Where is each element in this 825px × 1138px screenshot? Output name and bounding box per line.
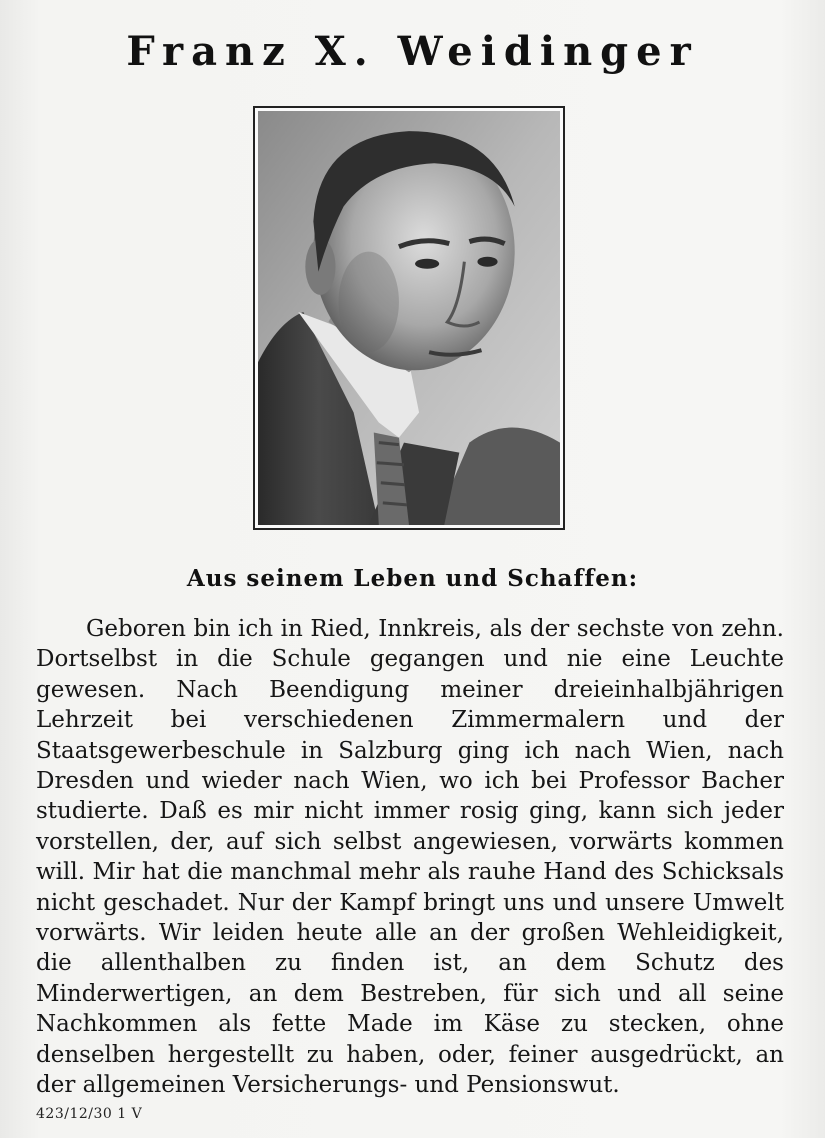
page-title: Franz X. Weidinger bbox=[126, 28, 699, 75]
biography-text: Geboren bin ich in Ried, Innkreis, als der sechste von zehn. Dortselbst in die Schule gegangen und nie eine Leuchte gewesen. Nach Beendigung meiner dreieinhalbjährigen Lehrzeit bei verschiedenen Zimmermalern und der Staatsgewerbeschule in Salzburg ging ich nach Wien, nach Dresden und wieder nach Wien, wo ich bei Professor Bacher studierte. Daß es mir nicht immer rosig ging, kann sich jeder vorstellen, der, auf sich selbst angewiesen, vorwärts kommen will. Mir hat die manchmal mehr als rauhe Hand des Schicksals nicht geschadet. Nur der Kampf bringt uns und unsere Umwelt vorwärts. Wir leiden heute alle an der großen Wehleidigkeit, die allenthalben zu finden ist, an dem Schutz des Minderwertigen, an dem Bestreben, für sich und all seine Nachkommen als fette Made im Käse zu stecken, ohne denselben hergestellt zu haben, oder, feiner ausgedrückt, an der allgemeinen Versicherungs- und Pensionswut. bbox=[36, 616, 784, 1099]
portrait-image bbox=[258, 111, 560, 525]
section-heading: Aus seinem Leben und Schaffen: bbox=[186, 565, 639, 592]
portrait-photo bbox=[253, 106, 565, 530]
print-reference-code: 423/12/30 1 V bbox=[36, 1106, 143, 1122]
